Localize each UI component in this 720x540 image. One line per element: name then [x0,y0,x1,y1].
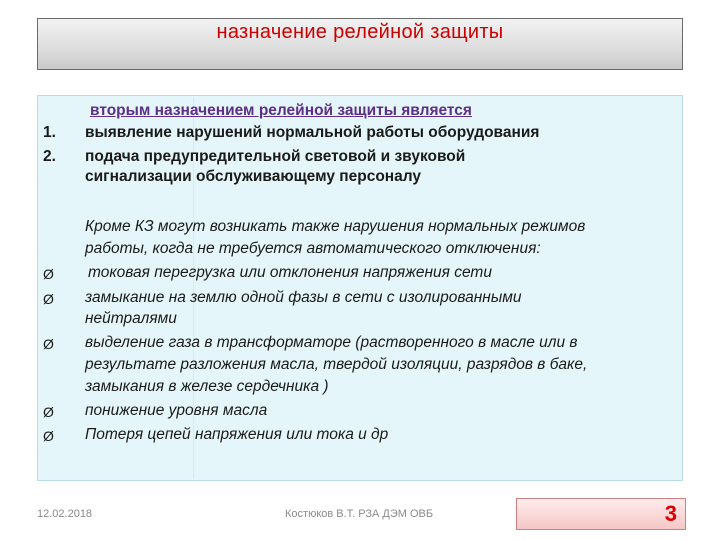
bullet-2-line-2: нейтралями [85,310,177,327]
bullet-1-line-1: токовая перегрузка или отклонения напряжения сети [88,264,492,281]
numbered-item-2-line-1: подача предупредительной световой и звуковой [85,148,466,165]
numbered-item-2-line-2: сигнализации обслуживающему персоналу [85,168,422,185]
bullet-3-line-1: выделение газа в трансформаторе (растворенного в масле или в [85,334,578,351]
bullet-arrow-icon: Ø [43,291,54,307]
footer-date: 12.02.2018 [37,508,93,520]
page-number: 3 [664,501,677,526]
note-line-1: Кроме КЗ могут возникать также нарушения нормальных режимов [85,218,586,235]
bullet-3-line-3: замыкания в железе сердечника ) [85,378,329,395]
bullet-3-line-2: результате разложения масла, твердой изоляции, разрядов в баке, [85,356,588,373]
bullet-arrow-icon: Ø [43,266,54,282]
bullet-arrow-icon: Ø [43,428,54,444]
title-box [37,18,683,70]
intro-line: вторым назначением релейной защиты является [90,102,472,119]
bullet-5-line-1: Потеря цепей напряжения или тока и др [85,426,389,443]
numbered-item-1-line-1: выявление нарушений нормальной работы оборудования [85,124,540,141]
bullet-arrow-icon: Ø [43,336,54,352]
footer-author: Костюков В.Т. РЗА ДЭМ ОВБ [285,508,434,520]
bullet-arrow-icon: Ø [43,404,54,420]
list-number-2: 2. [43,148,56,165]
page-number-box [516,498,686,530]
slide-title: назначение релейной защиты [216,21,504,43]
bullet-2-line-1: замыкание на землю одной фазы в сети с изолированными [85,289,522,306]
list-number-1: 1. [43,124,56,141]
note-line-2: работы, когда не требуется автоматического отключения: [85,240,541,257]
bullet-4-line-1: понижение уровня масла [85,402,268,419]
